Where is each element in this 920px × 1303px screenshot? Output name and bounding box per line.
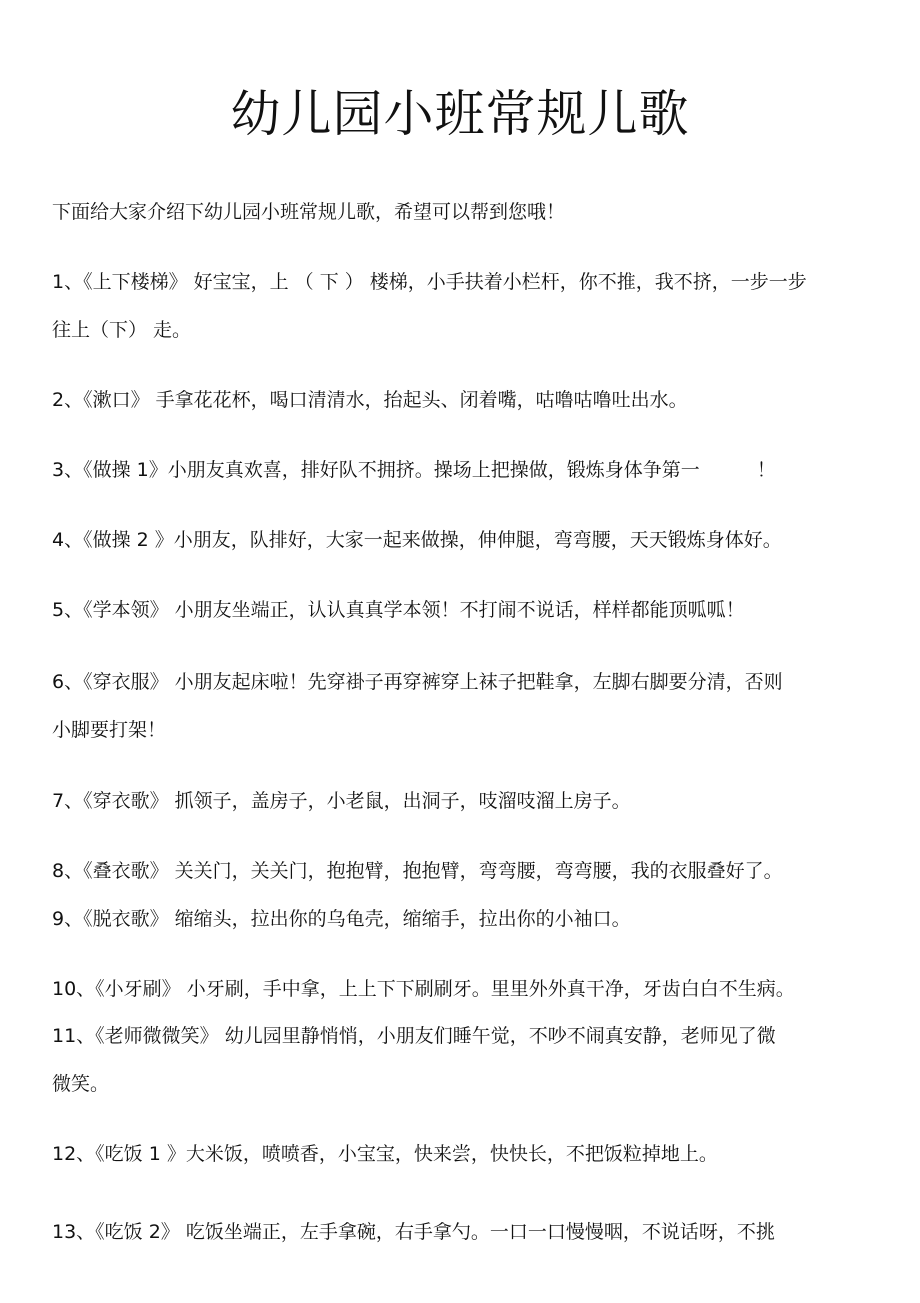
song-10-line: 10、《小牙刷》 小牙刷，手中拿，上上下下刷刷牙。里里外外真干净，牙齿白白不生病。 <box>52 978 795 1000</box>
song-2-line: 2、《漱口》 手拿花花杯，喝口清清水，抬起头、闭着嘴，咕噜咕噜吐出水。 <box>52 389 688 411</box>
song-6-line-1: 6、《穿衣服》 小朋友起床啦！先穿褂子再穿裤穿上袜子把鞋拿，左脚右脚要分清，否则 <box>52 671 783 693</box>
song-8-line: 8、《叠衣歌》 关关门，关关门，抱抱臂，抱抱臂，弯弯腰，弯弯腰，我的衣服叠好了。 <box>52 860 783 882</box>
song-5-line: 5、《学本领》 小朋友坐端正，认认真真学本领！不打闹不说话，样样都能顶呱呱！ <box>52 599 745 621</box>
song-1-line-1: 1、《上下楼梯》 好宝宝，上 （ 下 ） 楼梯，小手扶着小栏杆，你不推，我不挤，一步一步 <box>52 271 807 293</box>
intro-text: 下面给大家介绍下幼儿园小班常规儿歌，希望可以帮到您哦！ <box>52 201 566 223</box>
song-3-line: 3、《做操 1》小朋友真欢喜，排好队不拥挤。操场上把操做，锻炼身体争第一 ！ <box>52 459 776 481</box>
song-1-line-2: 往上（下） 走。 <box>52 319 192 341</box>
song-11-line-1: 11、《老师微微笑》 幼儿园里静悄悄，小朋友们睡午觉，不吵不闹真安静，老师见了微 <box>52 1025 776 1047</box>
song-13-line: 13、《吃饭 2》 吃饭坐端正，左手拿碗，右手拿勺。一口一口慢慢咽，不说话呀，不挑 <box>52 1221 775 1243</box>
song-6-line-2: 小脚要打架！ <box>52 719 167 741</box>
song-9-line: 9、《脱衣歌》 缩缩头，拉出你的乌龟壳，缩缩手，拉出你的小袖口。 <box>52 908 631 930</box>
document-title: 幼儿园小班常规儿歌 <box>230 85 690 143</box>
song-7-line: 7、《穿衣歌》 抓领子，盖房子，小老鼠，出洞子，吱溜吱溜上房子。 <box>52 790 631 812</box>
song-4-line: 4、《做操 2 》小朋友，队排好，大家一起来做操，伸伸腿，弯弯腰，天天锻炼身体好。 <box>52 529 782 551</box>
song-12-line: 12、《吃饭 1 》大米饭，喷喷香，小宝宝，快来尝，快快长，不把饭粒掉地上。 <box>52 1143 718 1165</box>
song-11-line-2: 微笑。 <box>52 1073 110 1095</box>
